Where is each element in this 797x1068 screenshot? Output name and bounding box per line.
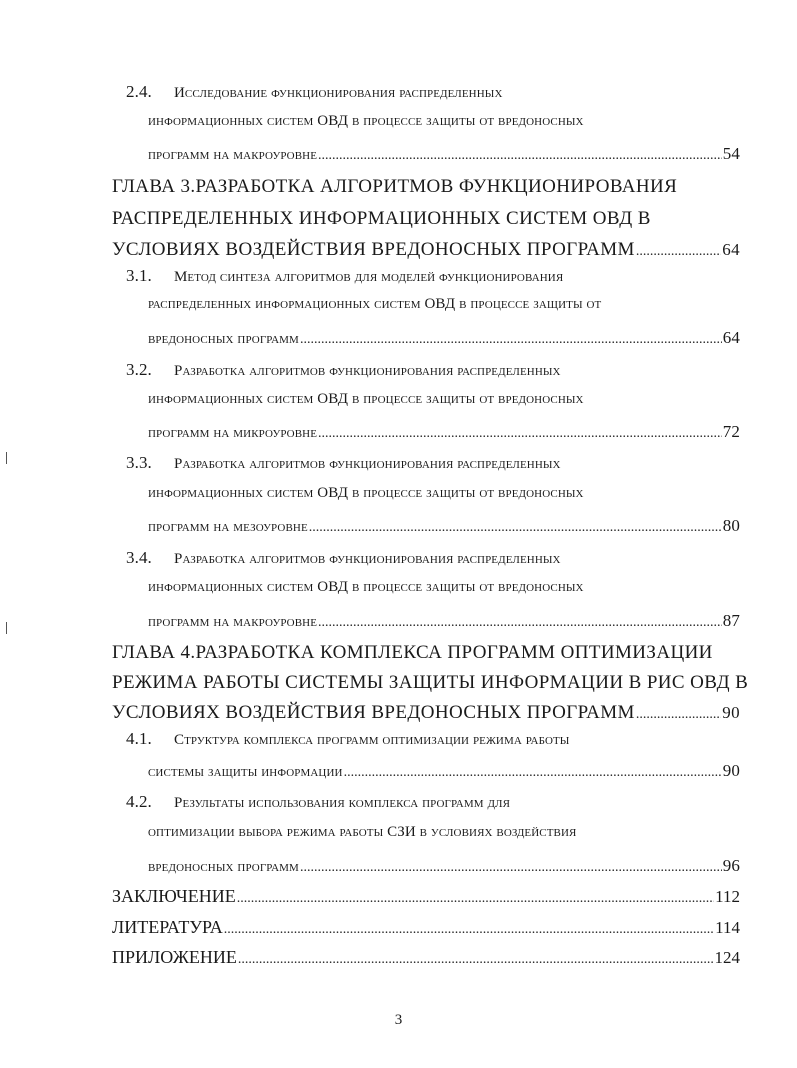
- toc-line: [112, 176, 677, 206]
- toc-line: [126, 729, 570, 759]
- toc-line: [126, 453, 561, 483]
- toc-line: [112, 702, 740, 732]
- toc-page-number: 96: [722, 856, 740, 875]
- toc-page-number: 90: [722, 761, 740, 780]
- toc-section-number: 3.3.: [126, 453, 152, 472]
- toc-title-text: РАСПРЕДЕЛЕННЫХ ИНФОРМАЦИОННЫХ СИСТЕМ ОВД В: [112, 208, 651, 229]
- toc-title-text: ЛИТЕРАТУРА: [112, 917, 223, 937]
- toc-section-number: 3.2.: [126, 360, 152, 379]
- scan-mark: [6, 452, 7, 464]
- toc-section-number: 2.4.: [126, 82, 152, 101]
- toc-line: [148, 611, 740, 641]
- dot-leader: [224, 922, 714, 938]
- toc-line: [148, 422, 740, 452]
- toc-line: [148, 485, 584, 515]
- toc-line: [112, 886, 740, 916]
- toc-title-text: оптимизации выбора режима работы СЗИ в условиях воздействия: [148, 824, 577, 840]
- toc-line: [126, 82, 503, 112]
- dot-leader: [238, 952, 714, 968]
- toc-title-text: ГЛАВА 4.РАЗРАБОТКА КОМПЛЕКСА ПРОГРАММ ОПТИМИЗАЦИИ: [112, 642, 713, 663]
- toc-title-text: Метод синтеза алгоритмов для моделей функционирования: [174, 269, 564, 285]
- toc-line: [112, 917, 740, 947]
- dot-leader: [318, 426, 722, 442]
- dot-leader: [636, 244, 721, 260]
- toc-title-text: Разработка алгоритмов функционирования распределенных: [174, 551, 561, 567]
- dot-leader: [636, 707, 721, 723]
- dot-leader: [309, 520, 722, 536]
- toc-page-number: 114: [715, 918, 740, 937]
- toc-line: [126, 360, 561, 390]
- toc-title-text: УСЛОВИЯХ ВОЗДЕЙСТВИЯ ВРЕДОНОСНЫХ ПРОГРАММ: [112, 239, 635, 260]
- toc-line: [148, 113, 584, 143]
- toc-line: [148, 761, 740, 791]
- toc-title-text: Результаты использования комплекса программ для: [174, 795, 511, 811]
- toc-page-number: 64: [722, 240, 740, 259]
- toc-title-text: информационных систем ОВД в процессе защиты от вредоносных: [148, 391, 584, 407]
- toc-title-text: программ на микроуровне: [148, 425, 318, 441]
- toc-title-text: программ на макроуровне: [148, 614, 318, 630]
- toc-title-text: Разработка алгоритмов функционирования распределенных: [174, 363, 561, 379]
- toc-title-text: распределенных информационных систем ОВД в процессе защиты от: [148, 296, 602, 312]
- toc-title-text: ГЛАВА 3.РАЗРАБОТКА АЛГОРИТМОВ ФУНКЦИОНИРОВАНИЯ: [112, 176, 678, 197]
- toc-line: [148, 516, 740, 546]
- toc-page-number: 90: [722, 703, 740, 722]
- toc-page-number: 80: [722, 516, 740, 535]
- toc-page-number: 124: [714, 948, 740, 967]
- dot-leader: [344, 765, 722, 781]
- dot-leader: [237, 891, 714, 907]
- toc-title-text: Исследование функционирования распределенных: [174, 85, 503, 101]
- toc-section-number: 3.1.: [126, 266, 152, 285]
- toc-line: [126, 548, 561, 578]
- toc-title-text: вредоносных программ: [148, 331, 299, 347]
- toc-section-number: 3.4.: [126, 548, 152, 567]
- toc-line: [126, 792, 510, 822]
- toc-title-text: информационных систем ОВД в процессе защиты от вредоносных: [148, 113, 584, 129]
- toc-line: [112, 642, 713, 672]
- page-number: 3: [394, 1012, 403, 1028]
- toc-line: [126, 266, 563, 296]
- toc-section-number: 4.1.: [126, 729, 152, 748]
- toc-title-text: Структура комплекса программ оптимизации режима работы: [174, 732, 570, 748]
- dot-leader: [318, 148, 722, 164]
- toc-line: [148, 328, 740, 358]
- toc-page-number: 72: [722, 422, 740, 441]
- toc-line: [148, 144, 740, 174]
- toc-line: [112, 239, 740, 269]
- toc-page-number: 87: [722, 611, 740, 630]
- toc-line: [148, 296, 601, 326]
- toc-title-text: информационных систем ОВД в процессе защиты от вредоносных: [148, 485, 584, 501]
- toc-title-text: информационных систем ОВД в процессе защиты от вредоносных: [148, 579, 584, 595]
- toc-title-text: системы защиты информации: [148, 764, 343, 780]
- toc-line: [148, 391, 584, 421]
- dot-leader: [300, 860, 722, 876]
- dot-leader: [318, 615, 722, 631]
- toc-title-text: ЗАКЛЮЧЕНИЕ: [112, 886, 236, 906]
- toc-page-number: 112: [715, 887, 740, 906]
- toc-line: [148, 824, 576, 854]
- dot-leader: [300, 332, 722, 348]
- toc-line: [112, 208, 651, 238]
- toc-title-text: РЕЖИМА РАБОТЫ СИСТЕМЫ ЗАЩИТЫ ИНФОРМАЦИИ В РИС ОВД В: [112, 672, 749, 693]
- toc-section-number: 4.2.: [126, 792, 152, 811]
- toc-line: [148, 856, 740, 886]
- toc-page-number: 54: [722, 144, 740, 163]
- toc-line: [112, 672, 748, 702]
- toc-title-text: программ на макроуровне: [148, 147, 318, 163]
- toc-line: [112, 947, 740, 977]
- toc-line: [148, 579, 584, 609]
- toc-title-text: УСЛОВИЯХ ВОЗДЕЙСТВИЯ ВРЕДОНОСНЫХ ПРОГРАММ: [112, 702, 635, 723]
- scan-mark: [6, 622, 7, 634]
- toc-title-text: ПРИЛОЖЕНИЕ: [112, 947, 237, 967]
- toc-title-text: Разработка алгоритмов функционирования распределенных: [174, 456, 561, 472]
- toc-title-text: программ на мезоуровне: [148, 519, 308, 535]
- toc-title-text: вредоносных программ: [148, 859, 299, 875]
- toc-page-number: 64: [722, 328, 740, 347]
